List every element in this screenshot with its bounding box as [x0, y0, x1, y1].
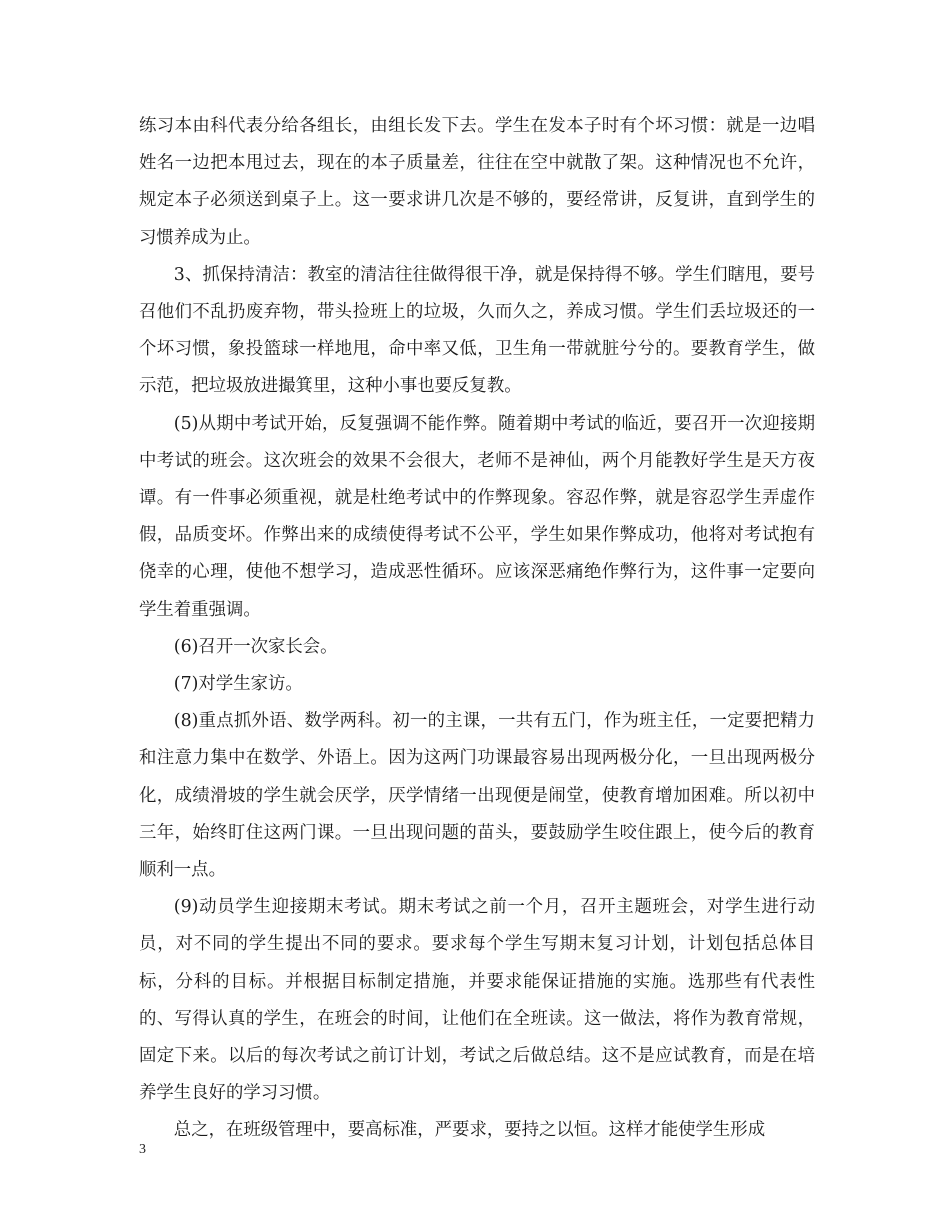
paragraph-8: 总之，在班级管理中，要高标准，严要求，要持之以恒。这样才能使学生形成	[173, 1120, 766, 1141]
paragraph-5: (7)对学生家访。	[173, 674, 303, 695]
paragraph-4: (6)召开一次家长会。	[173, 636, 338, 657]
paragraph-7: (9)动员学生迎接期末考试。期末考试之前一个月，召开主题班会，对学生进行动员，对不同的学生提出不同的要求。要求每个学生写期末复习计划，计划包括总体目标，分科的目标。并根据目标制定措施，并要求能保证措施的实施。选那些有代表性的、写得认真的学生，在班会的时间，让他们在全班读。这一做法，将作为教育常规，固定下来。以后的每次考试之前订计划，考试之后做总结。这不是应试教育，而是在培养学生良好的学习习惯。	[139, 897, 815, 1104]
paragraph-1: 练习本由科代表分给各组长，由组长发下去。学生在发本子时有个坏习惯：就是一边唱姓名一边把本甩过去，现在的本子质量差，往往在空中就散了架。这种情况也不允许，规定本子必须送到桌子上。这一要求讲几次是不够的，要经常讲，反复讲，直到学生的习惯养成为止。	[139, 116, 815, 248]
paragraph-3: (5)从期中考试开始，反复强调不能作弊。随着期中考试的临近，要召开一次迎接期中考试的班会。这次班会的效果不会很大，老师不是神仙，两个月能教好学生是天方夜谭。有一件事必须重视，就是杜绝考试中的作弊现象。容忍作弊，就是容忍学生弄虚作假，品质变坏。作弊出来的成绩使得考试不公平，学生如果作弊成功，他将对考试抱有侥幸的心理，使他不想学习，造成恶性循环。应该深恶痛绝作弊行为，这件事一定要向学生着重强调。	[139, 413, 815, 620]
document-body	[139, 108, 815, 1150]
page-number: 3	[139, 1142, 146, 1157]
paragraph-2: 3、抓保持清洁：教室的清洁往往做得很干净，就是保持得不够。学生们瞎甩，要号召他们不乱扔废弃物，带头捡班上的垃圾，久而久之，养成习惯。学生们丢垃圾还的一个坏习惯，象投篮球一样地甩，命中率又低，卫生角一带就脏兮兮的。要教育学生，做示范，把垃圾放进撮箕里，这种小事也要反复教。	[139, 264, 815, 397]
paragraph-6: (8)重点抓外语、数学两科。初一的主课，一共有五门，作为班主任，一定要把精力和注意力集中在数学、外语上。因为这两门功课最容易出现两极分化，一旦出现两极分化，成绩滑坡的学生就会厌学，厌学情绪一出现便是闹堂，使教育增加困难。所以初中三年，始终盯住这两门课。一旦出现问题的苗头，要鼓励学生咬住跟上，使今后的教育顺利一点。	[139, 711, 815, 881]
